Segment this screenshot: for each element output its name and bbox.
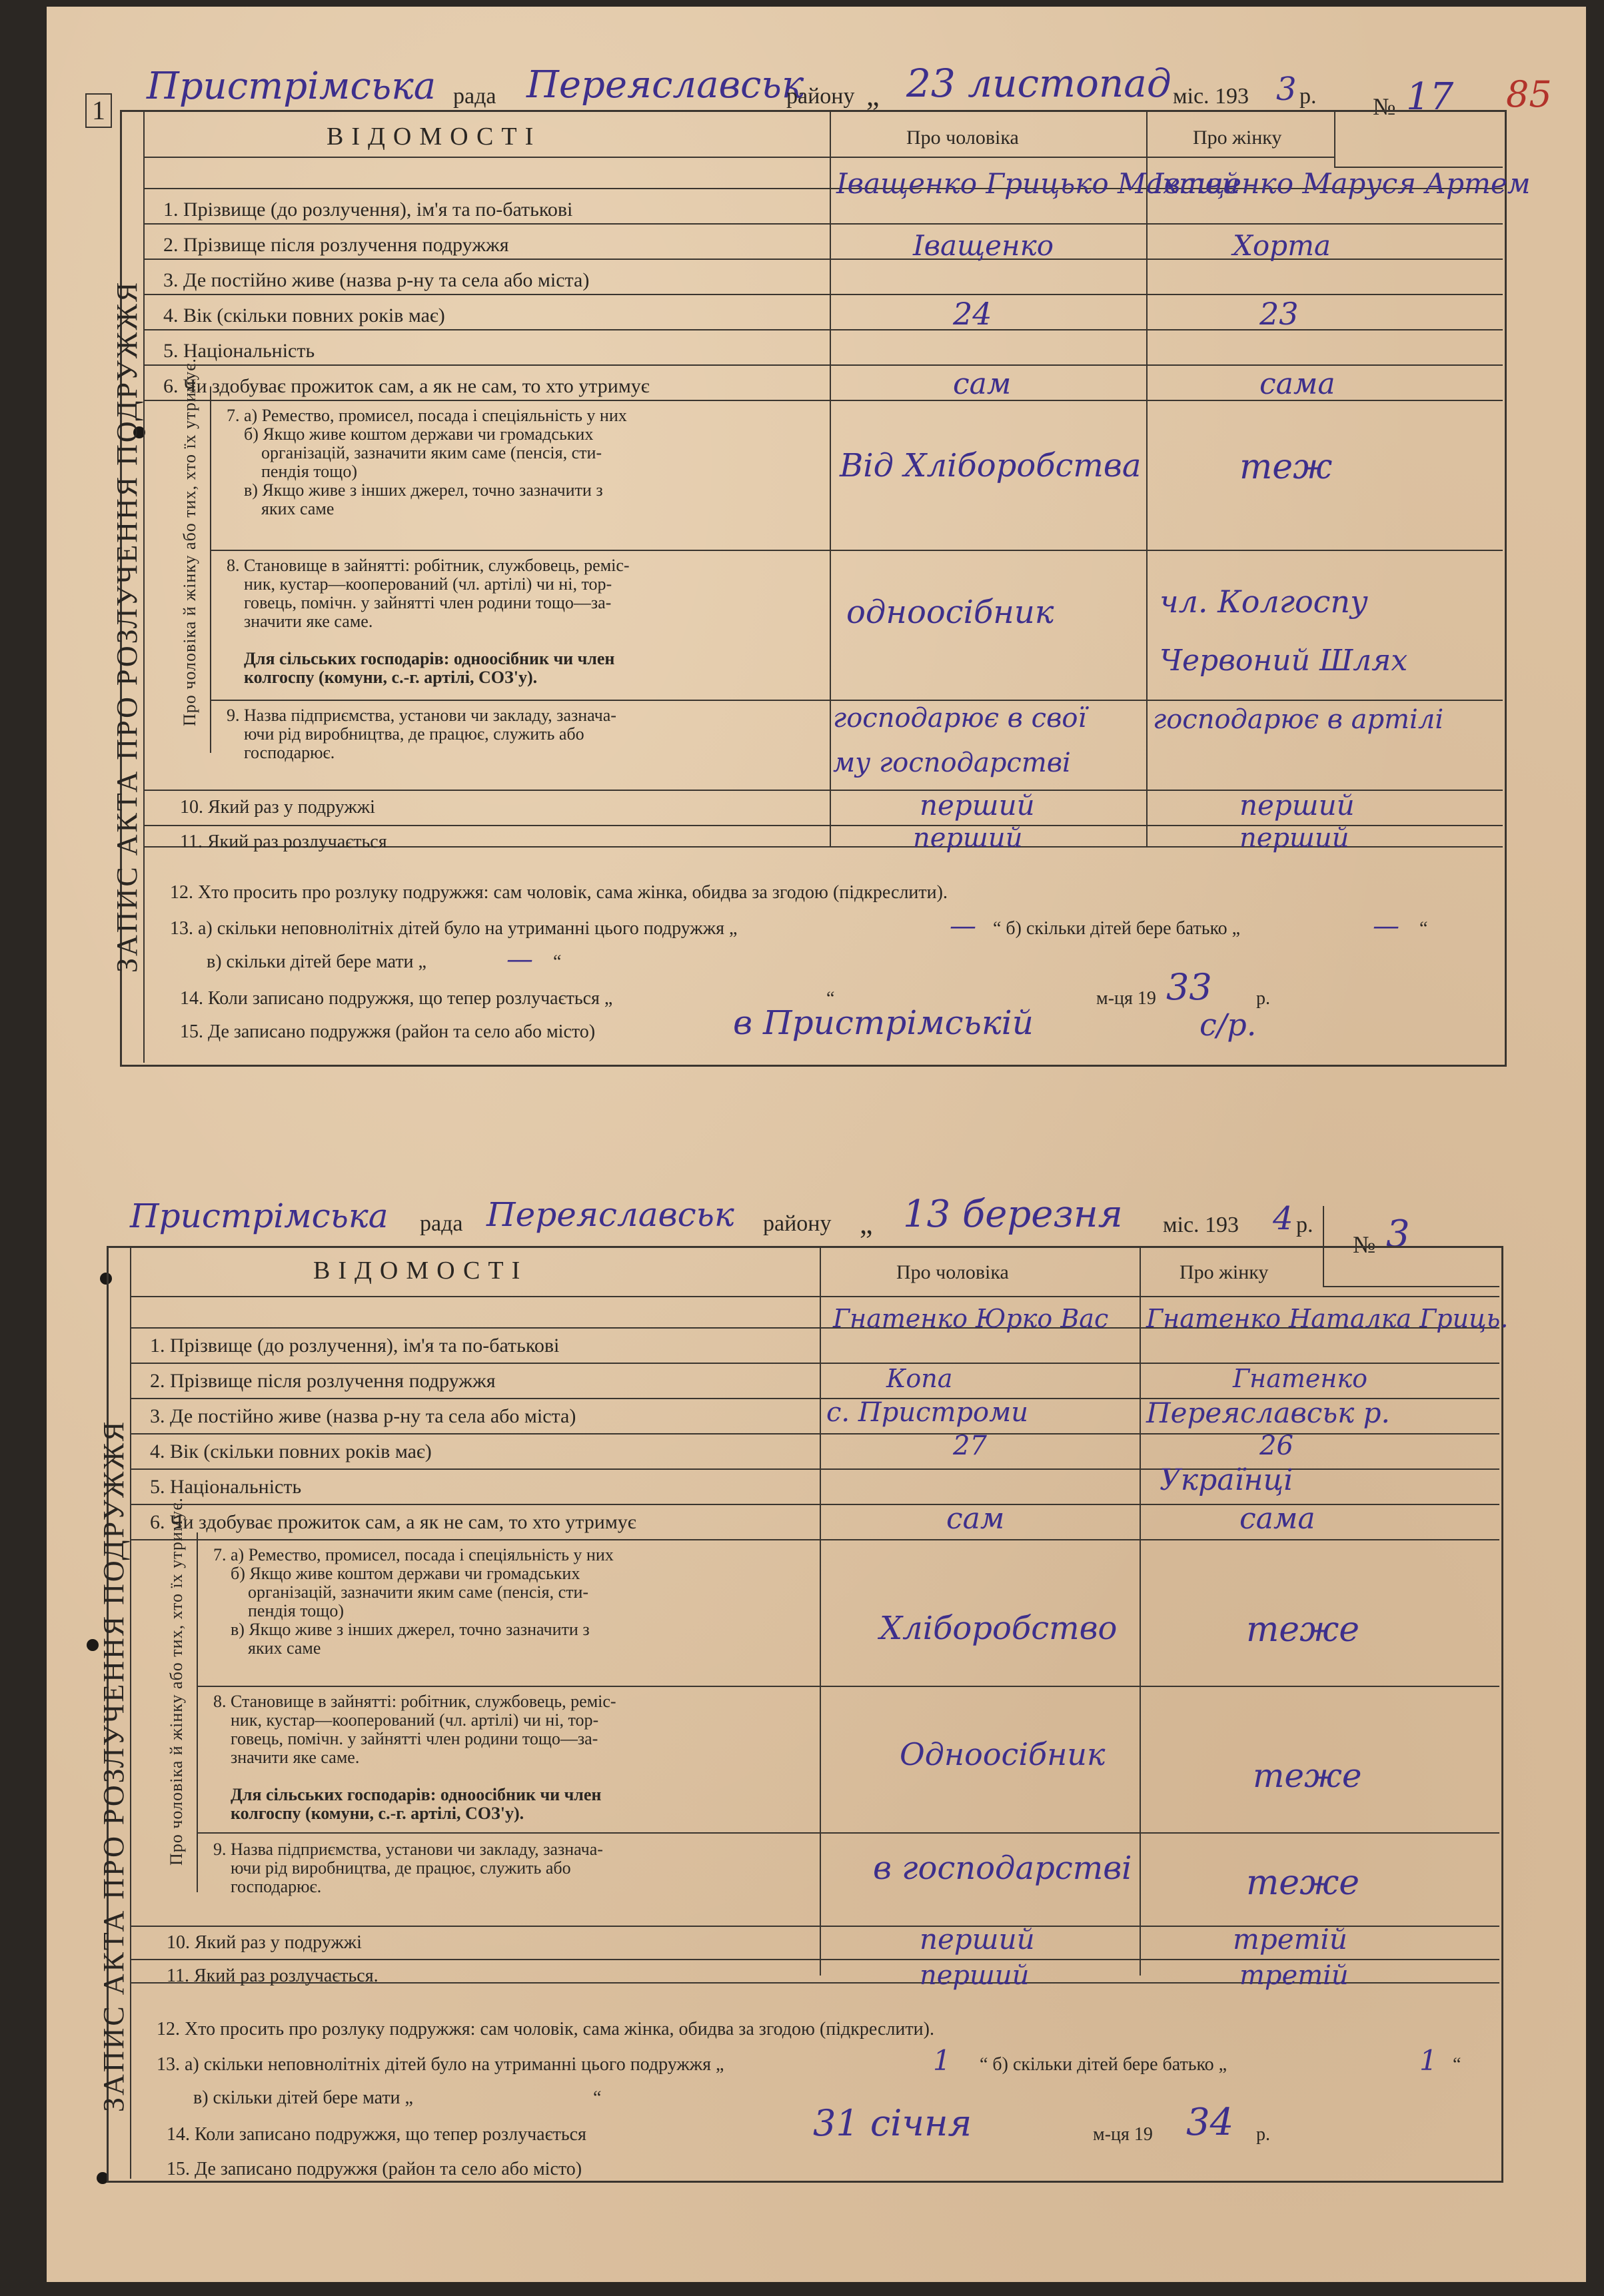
question-15-label: 15. Де записано подружжя (район та село або місто) xyxy=(180,1021,596,1042)
question-13b-label: “ б) скільки дітей бере батько „ xyxy=(993,918,1241,939)
side-title: ЗАПИС АКТА ПРО РОЗЛУЧЕННЯ ПОДРУЖЖЯ xyxy=(97,1419,130,2112)
question-14-year: 34 xyxy=(1186,2101,1234,2144)
row-6-wife: сама xyxy=(1239,1502,1315,1536)
question-13c-value: — xyxy=(506,944,533,975)
question-11-label: 11. Який раз розлучається. xyxy=(167,1966,379,1986)
row-3-label: 3. Де постійно живе (назва р-ну та села або міста) xyxy=(163,269,590,291)
question-15-value-2: с/р. xyxy=(1200,1007,1257,1043)
question-11-wife: третій xyxy=(1239,1960,1349,1991)
question-7-wife: теже xyxy=(1246,1610,1359,1650)
question-14-end: р. xyxy=(1256,2124,1270,2145)
question-9-husband-line-2: му господарстві xyxy=(833,748,1071,778)
row-5-label: 5. Національність xyxy=(150,1476,302,1498)
question-8-label: 8. Становище в зайнятті: робітник, службовець, реміс- ник, кустар—кооперований (чл. артілі) чи ні, тор- говець, помічн. у зайнятті член родини тощо—за- значити яке саме. xyxy=(213,1692,616,1767)
question-10-label: 10. Який раз у подружжі xyxy=(180,797,375,818)
question-11-label: 11. Який раз розлучається xyxy=(180,832,387,852)
row-1-label: 1. Прізвище (до розлучення), ім'я та по-батькові xyxy=(163,199,573,221)
row-1-wife: Іващенко Маруся Артем xyxy=(1153,167,1531,200)
district-label: району xyxy=(786,84,855,109)
question-8-label: 8. Становище в зайнятті: робітник, службовець, реміс- ник, кустар—кооперований (чл. артілі) чи ні, тор- говець, помічн. у зайнятті член родини тощо—за- значити яке саме. xyxy=(227,556,630,631)
council-label: рада xyxy=(453,84,496,109)
district-name: Переяславськ xyxy=(486,1195,734,1234)
row-divider xyxy=(143,329,1503,330)
question-9-label: 9. Назва підприємства, установи чи закладу, зазнача- ючи рід виробництва, де працює, служить або господарює. xyxy=(227,706,616,762)
corner-mark: 1 xyxy=(85,93,112,128)
district-name: Переяславськ xyxy=(526,63,804,107)
question-7-label: 7. а) Ремество, промисел, посада і спеціяльність у них б) Якщо живе коштом держави чи громадських організацій, зазначити яким саме (пенсія, сти- пендія тощо) в) Якщо живе з інших джерел, точно зазначити з яких саме xyxy=(227,406,627,518)
row-5-label: 5. Національність xyxy=(163,340,315,362)
side-title: ЗАПИС АКТА ПРО РОЗЛУЧЕННЯ ПОДРУЖЖЯ xyxy=(111,280,143,973)
row-6-label: 6. Чи здобуває прожиток сам, а як не сам, то хто утримує xyxy=(163,375,650,397)
row-4-husband: 27 xyxy=(953,1431,987,1461)
row-divider xyxy=(143,364,1503,366)
column-divider xyxy=(1323,1206,1324,1286)
question-7-husband: Від Хліборобства xyxy=(840,447,1142,484)
question-13b-value: 1 xyxy=(1419,2044,1437,2077)
year-digit: 4 xyxy=(1273,1200,1293,1237)
question-7-husband: Хліборобство xyxy=(880,1610,1118,1647)
question-10-husband: перший xyxy=(920,1923,1035,1956)
question-12-label: 12. Хто просить про розлуку подружжя: сам чоловік, сама жінка, обидва за згодою (підкреслити). xyxy=(170,882,948,903)
question-15-value: в Пристрімській xyxy=(733,1003,1034,1042)
row-2-label: 2. Прізвище після розлучення подружжя xyxy=(150,1370,496,1392)
row-6-label: 6. Чи здобуває прожиток сам, а як не сам, то хто утримує xyxy=(150,1511,636,1533)
date-open-quote: „ xyxy=(866,79,880,112)
month-label: міс. 193 xyxy=(1173,84,1249,109)
row-divider xyxy=(130,1296,1499,1297)
year-suffix: р. xyxy=(1296,1213,1313,1237)
column-header-wife: Про жінку xyxy=(1180,1261,1269,1283)
question-14-label: 14. Коли записано подружжя, що тепер розлучається „ xyxy=(180,988,613,1009)
question-12-label: 12. Хто просить про розлуку подружжя: сам чоловік, сама жінка, обидва за згодою (підкреслити). xyxy=(157,2019,934,2039)
row-2-wife: Хорта xyxy=(1233,229,1331,262)
column-divider xyxy=(1146,110,1148,846)
row-divider xyxy=(130,1468,1499,1470)
question-10-wife: перший xyxy=(1239,789,1355,822)
question-11-wife: перший xyxy=(1239,823,1349,854)
record-number: 17 xyxy=(1406,75,1454,119)
side-label: Про чоловіка й жінку або тих, хто їх утримує. xyxy=(167,1497,186,1866)
row-2-label: 2. Прізвище після розлучення подружжя xyxy=(163,234,509,256)
question-14-value: 31 січня xyxy=(813,2102,972,2144)
question-10-wife: третій xyxy=(1233,1923,1347,1956)
row-3-wife: Переяславськ р. xyxy=(1146,1397,1390,1429)
question-14-year-label: м-ця 19 xyxy=(1096,988,1156,1009)
row-3-husband: с. Пристроми xyxy=(826,1397,1029,1428)
question-8-farmers-label: Для сільських господарів: одноосібник чи член колгоспу (комуни, с.-г. артілі, СОЗ'у). xyxy=(244,649,615,687)
question-10-label: 10. Який раз у подружжі xyxy=(167,1932,362,1953)
archive-page-number: 85 xyxy=(1506,73,1552,115)
row-4-husband: 24 xyxy=(953,296,992,332)
column-header-husband: Про чоловіка xyxy=(896,1261,1009,1283)
row-4-wife: 23 xyxy=(1259,296,1299,332)
council-name: Пристрімська xyxy=(130,1197,389,1235)
column-header-husband: Про чоловіка xyxy=(906,127,1019,149)
number-box-bottom xyxy=(1323,1286,1499,1287)
question-13c-label: в) скільки дітей бере мати „ xyxy=(207,951,426,972)
question-14-quote: “ xyxy=(826,988,835,1009)
question-9-label: 9. Назва підприємства, установи чи закладу, зазнача- ючи рід виробництва, де працює, служить або господарює. xyxy=(213,1840,603,1896)
question-13b-label: “ б) скільки дітей бере батько „ xyxy=(980,2054,1227,2075)
question-7-wife: теж xyxy=(1239,447,1333,487)
row-2-husband: Копа xyxy=(886,1364,953,1393)
side-label: Про чоловіка й жінку або тих, хто їх утримує. xyxy=(180,358,199,726)
question-14-label: 14. Коли записано подружжя, що тепер розлучається xyxy=(167,2124,586,2145)
question-7-label: 7. а) Ремество, промисел, посада і спеціяльність у них б) Якщо живе коштом держави чи громадських організацій, зазначити яким саме (пенсія, сти- пендія тощо) в) Якщо живе з інших джерел, точно зазначити з яких саме xyxy=(213,1545,614,1658)
question-13c-label: в) скільки дітей бере мати „ xyxy=(193,2087,413,2108)
row-2-husband: Іващенко xyxy=(913,229,1054,262)
question-13b-end: “ xyxy=(1453,2054,1461,2075)
question-13a-value: — xyxy=(950,911,976,941)
question-14-year-label: м-ця 19 xyxy=(1093,2124,1153,2145)
row-divider xyxy=(143,157,1334,158)
question-9-husband: в господарстві xyxy=(873,1850,1132,1887)
row-4-label: 4. Вік (скільки повних років має) xyxy=(150,1440,432,1462)
row-1-husband: Іващенко Грицько Махтей xyxy=(836,167,1240,200)
record-number: 3 xyxy=(1386,1213,1410,1256)
question-13c-end: “ xyxy=(553,951,562,972)
row-divider xyxy=(210,550,1503,551)
side-label-divider xyxy=(210,386,211,753)
question-11-husband: перший xyxy=(913,823,1023,854)
row-divider xyxy=(197,1832,1499,1834)
row-divider xyxy=(143,294,1503,295)
column-divider xyxy=(1334,110,1335,167)
question-13b-end: “ xyxy=(1419,918,1428,939)
row-3-label: 3. Де постійно живе (назва р-ну та села або міста) xyxy=(150,1405,576,1427)
number-label: № xyxy=(1373,93,1396,120)
question-11-husband: перший xyxy=(920,1960,1030,1991)
row-1-wife: Гнатенко Наталка Гриць. xyxy=(1146,1304,1509,1333)
column-header-wife: Про жінку xyxy=(1193,127,1282,149)
side-label-divider xyxy=(197,1532,198,1892)
question-13b-value: — xyxy=(1373,911,1399,941)
question-8-wife-line-1: чл. Колгоспу xyxy=(1160,584,1368,620)
council-name: Пристрімська xyxy=(147,65,436,108)
question-8-wife-line-2: Червоний Шлях xyxy=(1160,644,1408,678)
row-divider xyxy=(130,1433,1499,1435)
row-2-wife: Гнатенко xyxy=(1233,1364,1367,1393)
column-divider xyxy=(830,110,831,846)
question-15-label: 15. Де записано подружжя (район та село або місто) xyxy=(167,2159,582,2179)
row-divider xyxy=(197,1686,1499,1687)
record-date: 23 листопад xyxy=(906,61,1172,106)
column-header-info: ВІДОМОСТІ xyxy=(313,1257,528,1285)
row-4-wife: 26 xyxy=(1259,1431,1293,1461)
question-13a-label: 13. а) скільки неповнолітніх дітей було на утриманні цього подружжя „ xyxy=(170,918,738,939)
row-1-husband: Гнатенко Юрко Вас xyxy=(833,1304,1109,1333)
row-divider xyxy=(130,1539,1499,1540)
record-date: 13 березня xyxy=(903,1193,1123,1236)
question-10-husband: перший xyxy=(920,789,1035,822)
question-9-wife: господарює в артілі xyxy=(1153,704,1444,735)
question-8-farmers-label: Для сільських господарів: одноосібник чи член колгоспу (комуни, с.-г. артілі, СОЗ'у). xyxy=(231,1785,602,1823)
question-9-husband-line-1: господарює в свої xyxy=(833,703,1087,734)
row-4-label: 4. Вік (скільки повних років має) xyxy=(163,304,445,326)
council-label: рада xyxy=(420,1211,463,1236)
row-6-wife: сама xyxy=(1259,367,1335,401)
question-14-year: 33 xyxy=(1166,966,1212,1008)
column-divider xyxy=(1140,1246,1141,1976)
month-label: міс. 193 xyxy=(1163,1213,1239,1237)
date-open-quote: „ xyxy=(860,1207,873,1240)
year-digit: 3 xyxy=(1276,71,1297,108)
row-6-husband: сам xyxy=(946,1502,1005,1536)
question-9-wife: теже xyxy=(1246,1863,1359,1903)
row-5-husband: Українці xyxy=(1160,1463,1293,1497)
question-14-end: р. xyxy=(1256,988,1270,1009)
question-8-husband: Одноосібник xyxy=(900,1736,1106,1772)
question-13c-end: “ xyxy=(593,2087,602,2108)
district-label: району xyxy=(763,1211,832,1236)
question-8-wife: теже xyxy=(1253,1756,1362,1795)
row-divider xyxy=(143,223,1503,225)
number-label: № xyxy=(1353,1231,1376,1258)
question-13a-label: 13. а) скільки неповнолітніх дітей було на утриманні цього подружжя „ xyxy=(157,2054,724,2075)
row-divider xyxy=(210,700,1503,701)
year-suffix: р. xyxy=(1299,84,1317,109)
row-1-label: 1. Прізвище (до розлучення), ім'я та по-батькові xyxy=(150,1335,560,1357)
question-13a-value: 1 xyxy=(933,2044,951,2077)
column-divider xyxy=(820,1246,821,1976)
document-page xyxy=(47,7,1586,2282)
row-6-husband: сам xyxy=(953,367,1012,401)
column-header-info: ВІДОМОСТІ xyxy=(327,123,542,151)
question-8-husband: одноосібник xyxy=(846,594,1054,631)
